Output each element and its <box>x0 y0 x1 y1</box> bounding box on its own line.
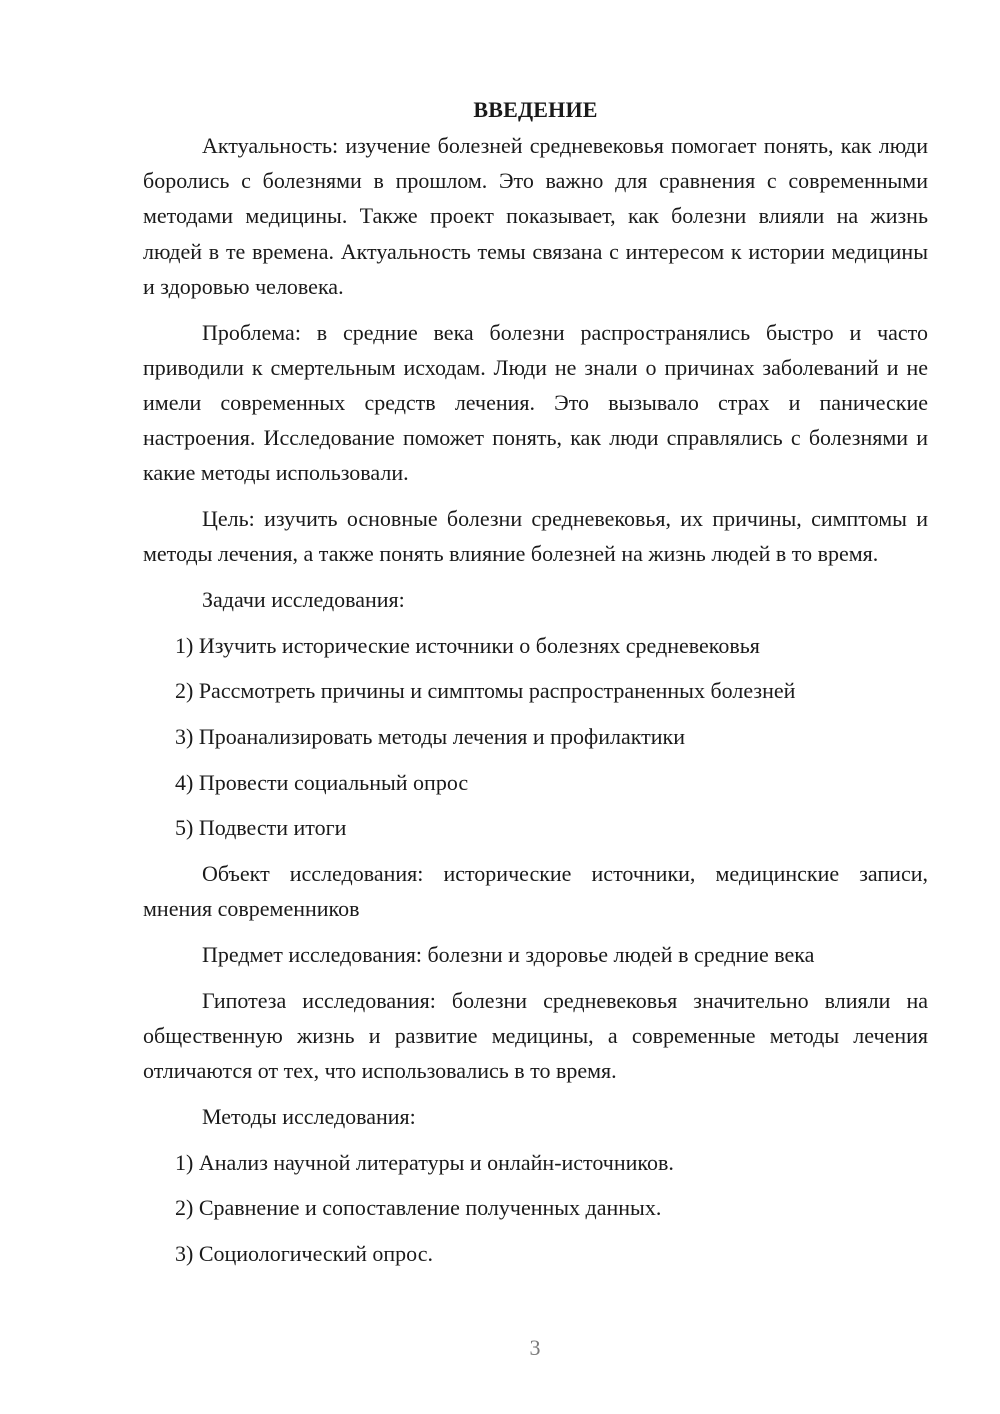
method-item: 3) Социологический опрос. <box>175 1240 433 1266</box>
hypothesis-paragraph: Гипотеза исследования: болезни средневековья значительно влияли на общественную жизнь и развитие медицины, а современные методы лечения отличаются от тех, что использовались в то время. <box>143 987 928 1084</box>
task-item: 5) Подвести итоги <box>175 815 347 841</box>
methods-label: Методы исследования: <box>202 1103 416 1129</box>
tasks-label: Задачи исследования: <box>202 586 405 612</box>
tasks-list <box>143 628 928 846</box>
task-item: 4) Провести социальный опрос <box>175 769 469 795</box>
method-item: 1) Анализ научной литературы и онлайн-источников. <box>175 1149 674 1175</box>
relevance-paragraph: Актуальность: изучение болезней средневековья помогает понять, как люди боролись с болезнями в прошлом. Это важно для сравнения с современными методами медицины. Также проект показывает, как болезни влияли на жизнь людей в те времена. Актуальность темы связана с интересом к истории медицины и здоровью человека. <box>143 133 928 299</box>
task-item: 3) Проанализировать методы лечения и профилактики <box>175 724 685 750</box>
methods-list <box>143 1145 928 1272</box>
goal-paragraph: Цель: изучить основные болезни средневековья, их причины, симптомы и методы лечения, а также понять влияние болезней на жизнь людей в то время. <box>143 506 928 567</box>
task-item: 1) Изучить исторические источники о болезнях средневековья <box>175 632 760 658</box>
task-item: 2) Рассмотреть причины и симптомы распространенных болезней <box>175 678 796 704</box>
page-title: ВВЕДЕНИЕ <box>473 97 598 122</box>
subject-paragraph: Предмет исследования: болезни и здоровье людей в средние века <box>202 942 815 968</box>
document-page <box>143 92 928 1282</box>
page-number: 3 <box>529 1335 541 1360</box>
problem-paragraph: Проблема: в средние века болезни распространялись быстро и часто приводили к смертельным исходам. Люди не знали о причинах заболеваний и не имели современных средств лечения. Это вызывало страх и панические настроения. Исследование поможет понять, как люди справлялись с болезнями и какие методы использовали. <box>143 319 928 486</box>
method-item: 2) Сравнение и сопоставление полученных данных. <box>175 1195 662 1221</box>
object-paragraph: Объект исследования: исторические источники, медицинские записи, мнения современников <box>143 861 928 922</box>
